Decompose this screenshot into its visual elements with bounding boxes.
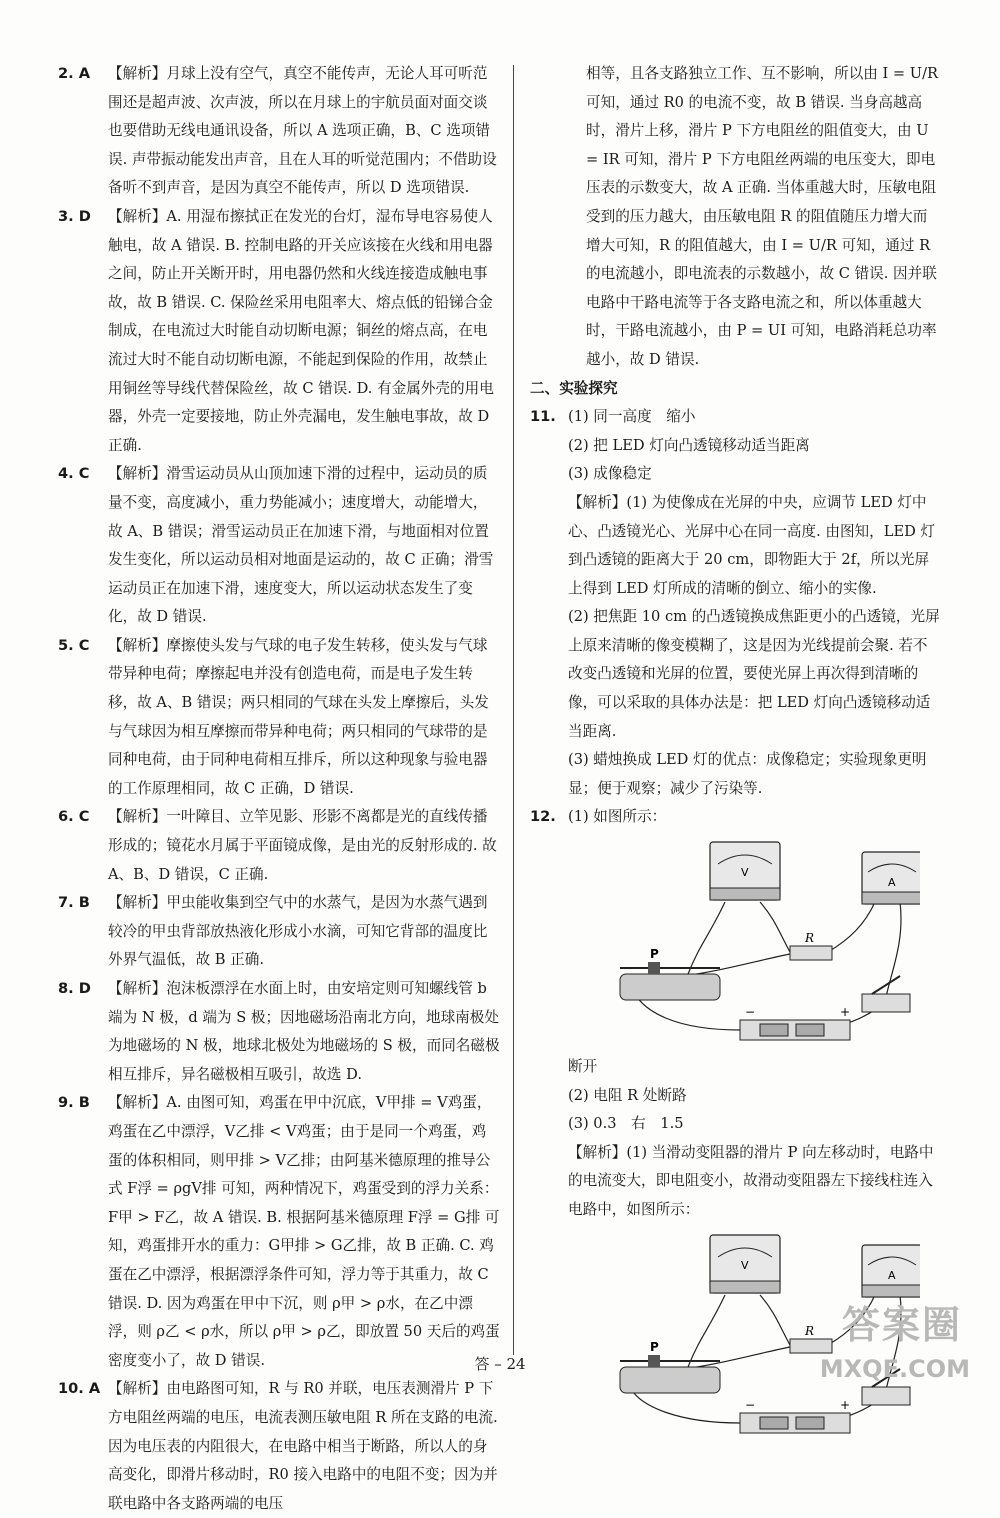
question-number: 12.	[530, 808, 556, 826]
right-column	[530, 60, 940, 1446]
left-column	[58, 60, 500, 1518]
resistor-icon	[790, 931, 832, 960]
answer-line: (2) 把 LED 灯向凸透镜移动适当距离	[568, 436, 810, 454]
answer-text: 【解析】滑雪运动员从山顶加速下滑的过程中，运动员的质量不变，高度减小，重力势能减小；速度增大，动能增大，故 A、B 错误；滑雪运动员正在加速下滑，与地面相对位置发生变化，所以运动员相对地面是运动的，故 C 正确；滑雪运动员正在加速下滑，速度变大，所以运动状态发生了变化，故 D 错误.	[108, 465, 494, 626]
answer-4	[58, 460, 500, 632]
answer-3	[58, 203, 500, 460]
slider-label: P	[650, 947, 659, 962]
ammeter-icon	[862, 852, 920, 904]
voltmeter-icon	[710, 842, 780, 900]
answer-6	[58, 803, 500, 889]
analysis-text: 【解析】(1) 当滑动变阻器的滑片 P 向左移动时，电路中的电流变大，即电阻变小，故滑动变阻器左下接线柱连入电路中，如图所示：	[568, 1143, 934, 1218]
answer-text: 【解析】一叶障目、立竿见影、形影不离都是光的直线传播形成的；镜花水月属于平面镜成像，是由光的反射形成的. 故 A、B、D 错误，C 正确.	[108, 808, 497, 883]
circuit-diagram-1	[600, 834, 920, 1049]
answer-line: (3) 成像稳定	[568, 465, 652, 483]
question-number: 8. D	[58, 980, 91, 997]
ammeter-label: A	[888, 876, 896, 890]
analysis-text: 【解析】(1) 为使像成在光屏的中央，应调节 LED 灯中心、凸透镜光心、光屏中心在同一高度. 由图知，LED 灯到凸透镜的距离大于 20 cm，即物距大于 2f，所以光屏上得到 LED 灯所成的清晰的倒立、缩小的实像.	[568, 493, 936, 597]
rheostat-icon	[620, 947, 720, 1000]
answer-8	[58, 975, 500, 1089]
answer-line: (1) 同一高度 缩小	[568, 408, 696, 426]
answer-text: 【解析】A. 用湿布擦拭正在发光的台灯，湿布导电容易使人触电，故 A 错误. B. 控制电路的开关应该接在火线和用电器之间，防止开关断开时，用电器仍然和火线连接造成触电事故，故 B 错误. C. 保险丝采用电阻率大、熔点低的铅锑合金制成，在电流过大时能自动切断电源；铜丝的熔点高，在电流过大时不能自动切断电源，不能起到保险的作用，故禁止用铜丝等导线代替保险丝，故 C 错误. D. 有金属外壳的用电器，外壳一定要接地，防止外壳漏电，发生触电事故，故 D 正确.	[108, 207, 494, 454]
question-number: 9. B	[58, 1094, 90, 1112]
answer-text: 【解析】泡沫板漂浮在水面上时，由安培定则可知螺线管 b 端为 N 极，d 端为 S 极；因地磁场沿南北方向，地球南极处为地磁场的 N 极，地球北极处为地磁场的 S 极，而同名磁极相互排斥，异名磁极相互吸引，故选 D.	[108, 980, 500, 1083]
voltmeter-label: V	[741, 1258, 749, 1272]
watermark-url: MXQE.COM	[819, 1355, 970, 1383]
answer-text: 【解析】A. 由图可知，鸡蛋在甲中沉底，V甲排 = V鸡蛋，鸡蛋在乙中漂浮，V乙排 < V鸡蛋；由于是同一个鸡蛋，鸡蛋的体积相同，则甲排 > V乙排；由阿基米德原理的推导公式 F浮 = ρgV排 可知，两种情况下，鸡蛋受到的浮力关系：F甲 > F乙，故 A 错误. B. 根据阿基米德原理 F浮 = G排 可知，鸡蛋排开水的重力：G甲排 > G乙排，故 B 正确. C. 鸡蛋在乙中漂浮，根据漂浮条件可知，浮力等于其重力，故 C 错误. D. 因为鸡蛋在甲中下沉，则 ρ甲 > ρ水，在乙中漂浮，则 ρ乙 < ρ水，所以 ρ甲 > ρ乙，即放置 50 天后的鸡蛋密度变小了，故 D 错误.	[108, 1094, 500, 1369]
battery-icon	[740, 1398, 850, 1433]
ammeter-icon	[862, 1245, 920, 1297]
answer-text: 【解析】甲虫能收集到空气中的水蒸气，是因为水蒸气遇到较冷的甲虫背部放热液化形成小水滴，可知它背部的温度比外界气温低，故 B 正确.	[108, 894, 488, 969]
question-number: 5. C	[58, 636, 90, 654]
question-number: 3. D	[58, 207, 91, 225]
resistor-label: R	[805, 931, 815, 946]
answer-12-continued	[530, 1053, 940, 1225]
answer-text: 【解析】摩擦使头发与气球的电子发生转移，使头发与气球带异种电荷；摩擦起电并没有创造电荷，而是电子发生转移，故 A、B 错误；两只相同的气球在头发上摩擦后，头发与气球因为相互摩擦而带异种电荷；两只相同的气球带的是同种电荷，由于同种电荷相互排斥，所以这种现象与验电器的工作原理相同，故 C 正确，D 错误.	[108, 636, 489, 797]
voltmeter-icon	[710, 1235, 780, 1293]
analysis-text: (2) 把焦距 10 cm 的凸透镜换成焦距更小的凸透镜，光屏上原来清晰的像变模糊了，这是因为光线提前会聚. 若不改变凸透镜和光屏的位置，要使光屏上再次得到清晰的像，可以采取的具体办法是：把 LED 灯向凸透镜移动适当距离.	[568, 608, 940, 740]
question-number: 2. A	[58, 65, 91, 82]
switch-icon	[862, 976, 910, 1012]
slider-label: P	[650, 1339, 659, 1354]
plus-label: +	[840, 1005, 851, 1020]
answer-line: (1) 如图所示：	[568, 808, 667, 826]
analysis-text: (3) 蜡烛换成 LED 灯的优点：成像稳定；实验现象更明显；便于观察；减少了污染等.	[568, 751, 927, 797]
voltmeter-label: V	[741, 866, 749, 880]
section-heading: 二、实验探究	[530, 379, 618, 397]
answer-7	[58, 889, 500, 975]
answer-line: (2) 电阻 R 处断路	[568, 1086, 687, 1104]
answer-9	[58, 1089, 500, 1375]
answer-12	[530, 803, 940, 832]
answer-line: 断开	[568, 1058, 598, 1076]
question-number: 4. C	[58, 465, 90, 483]
answer-10-continued: 相等，且各支路独立工作、互不影响，所以由 I = U/R 可知，通过 R0 的电流不变，故 B 错误. 当身高越高时，滑片上移，滑片 P 下方电阻丝的阻值变大，由 U = IR 可知，滑片 P 下方电阻丝两端的电压变大，即电压表的示数变大，故 A 正确. 当体重越大时，压敏电阻受到的压力越大，由压敏电阻 R 的阻值随压力增大而增大可知，R 的阻值越大，由 I = U/R 可知，通过 R 的电流越小，即电流表的示数越小，故 C 错误. 因并联电路中干路电流等于各支路电流之和，所以体重越大时，干路电流越小，由 P = UI 可知，电路消耗总功率越小，故 D 错误.	[586, 65, 938, 368]
question-number: 10. A	[58, 1380, 101, 1398]
battery-icon	[740, 1005, 850, 1040]
question-number: 11.	[530, 408, 556, 426]
page-number: 答 – 24	[474, 1355, 526, 1373]
resistor-label: R	[805, 1323, 815, 1338]
watermark-title: 答案圈	[841, 1303, 962, 1347]
question-number: 6. C	[58, 808, 90, 826]
question-number: 7. B	[58, 894, 90, 912]
plus-label: +	[840, 1397, 851, 1412]
answer-10	[58, 1375, 500, 1518]
answer-5	[58, 632, 500, 804]
minus-label: −	[745, 1397, 756, 1412]
minus-label: −	[745, 1005, 756, 1020]
answer-2	[58, 60, 500, 203]
answer-text: 【解析】由电路图可知，R 与 R0 并联，电压表测滑片 P 下方电阻丝两端的电压，电流表测压敏电阻 R 所在支路的电流. 因为电压表的内阻很大，在电路中相当于断路，所以人的身高变化，即滑片移动时，R0 接入电路中的电阻不变；因为并联电路中各支路两端的电压	[108, 1380, 498, 1512]
column-divider	[513, 65, 514, 1355]
answer-line: (3) 0.3 右 1.5	[568, 1115, 684, 1133]
resistor-icon	[790, 1324, 832, 1353]
ammeter-label: A	[888, 1268, 896, 1282]
answer-11	[530, 403, 940, 803]
answer-text: 【解析】月球上没有空气，真空不能传声，无论人耳可听范围还是超声波、次声波，所以在月球上的宇航员面对面交谈也要借助无线电通讯设备，所以 A 选项正确，B、C 选项错误. 声带振动能发出声音，且在人耳的听觉范围内；不借助设备听不到声音，是因为真空不能传声，所以 D 选项错误.	[108, 65, 497, 197]
